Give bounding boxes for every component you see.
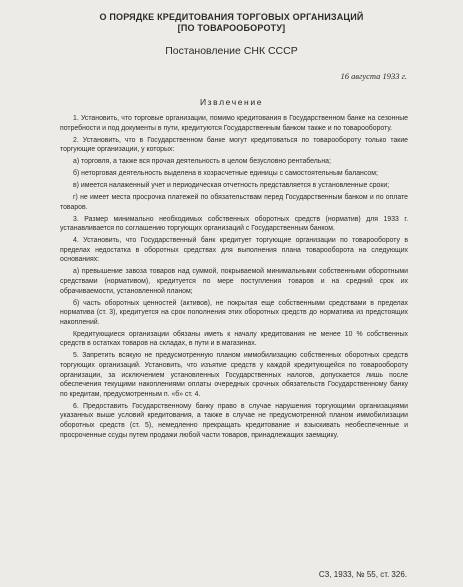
document-date: 16 августа 1933 г.: [340, 71, 407, 81]
source-citation: СЗ, 1933, № 55, ст. 326.: [318, 570, 407, 579]
paragraph: б) часть оборотных ценностей (активов), не покрытая еще собственными средствами в пределах норматива (ст. 3), кредитуется на срок пополнения этих оборотных средств до норматива из предстоящих накоплений.: [60, 299, 408, 326]
paragraph: б) неторговая деятельность выделена в хозрасчетные единицы с самостоятельным балансом;: [73, 170, 378, 178]
document-title-line2: [ПО ТОВАРООБОРОТУ]: [177, 23, 286, 33]
document-title-line1: О ПОРЯДКЕ КРЕДИТОВАНИЯ ТОРГОВЫХ ОРГАНИЗАЦИЙ: [99, 12, 364, 22]
paragraph: 3. Размер минимально необходимых собственных оборотных средств (норматив) для 1933 г. устанавливается по соглашению торгующих организаций с Государственным банком.: [60, 215, 408, 233]
paragraph: 5. Запретить всякую не предусмотренную планом иммобилизацию собственных оборотных средств торгующих организаций. Установить, что изъятие средств у каждой кредитующейся по товарообороту организации, за исключением установленных Государственных налогов, допускается лишь после обеспечения текущими накоплениями оплаты очередных срочных обязательств Государственному банку по кредитам, предусмотренным п. «б» ст. 4.: [60, 352, 408, 398]
paragraph: г) не имеет места просрочка платежей по обязательствам перед Государственным банком и по оплате товаров.: [60, 194, 408, 211]
paragraph: 2. Установить, что в Государственном банке могут кредитоваться по товарообороту только такие торгующие организации, у которых:: [60, 136, 408, 154]
document-subtitle: Постановление СНК СССР: [165, 45, 298, 57]
paragraph: 4. Установить, что Государственный банк кредитует торгующие организации по товарообороту в пределах недостатка в оборотных средствах для выполнения плана товарооборота на следующих основаниях:: [60, 237, 408, 264]
document-body: [60, 114, 408, 442]
paragraph: 6. Предоставить Государственному банку право в случае нарушения торгующими организациями указанных выше условий кредитования, а также в случае не предусмотренной планом иммобилизации оборотных средств (ст. 5), немедленно прекращать кредитование и взыскивать необеспеченные и просроченные ссуды путем продажи любой части товаров, принадлежащих заемщику.: [60, 402, 408, 439]
paragraph: в) имеется налаженный учет и периодическая отчетность представляется в установленные сроки;: [73, 182, 390, 190]
paragraph: а) превышение завоза товаров над суммой, покрываемой минимальными собственными оборотными средствами (нормативом), кредитуется по мере поступления товаров и на средний срок их обрачиваемости, установленной планом;: [60, 268, 408, 295]
extract-label: Извлечение: [199, 97, 264, 107]
paragraph: Кредитующиеся организации обязаны иметь к началу кредитования не менее 10 % собственных средств в остатках товаров на складах, в пути и в магазинах.: [60, 330, 408, 348]
paragraph: 1. Установить, что торговые организации, помимо кредитования в Государственном банке на сезонные потребности и под документы в пути, кредитуются Государственным банком также и по товарообороту.: [60, 115, 408, 132]
paragraph: а) торговля, а также вся прочая деятельность в целом безусловно рентабельна;: [73, 158, 331, 166]
